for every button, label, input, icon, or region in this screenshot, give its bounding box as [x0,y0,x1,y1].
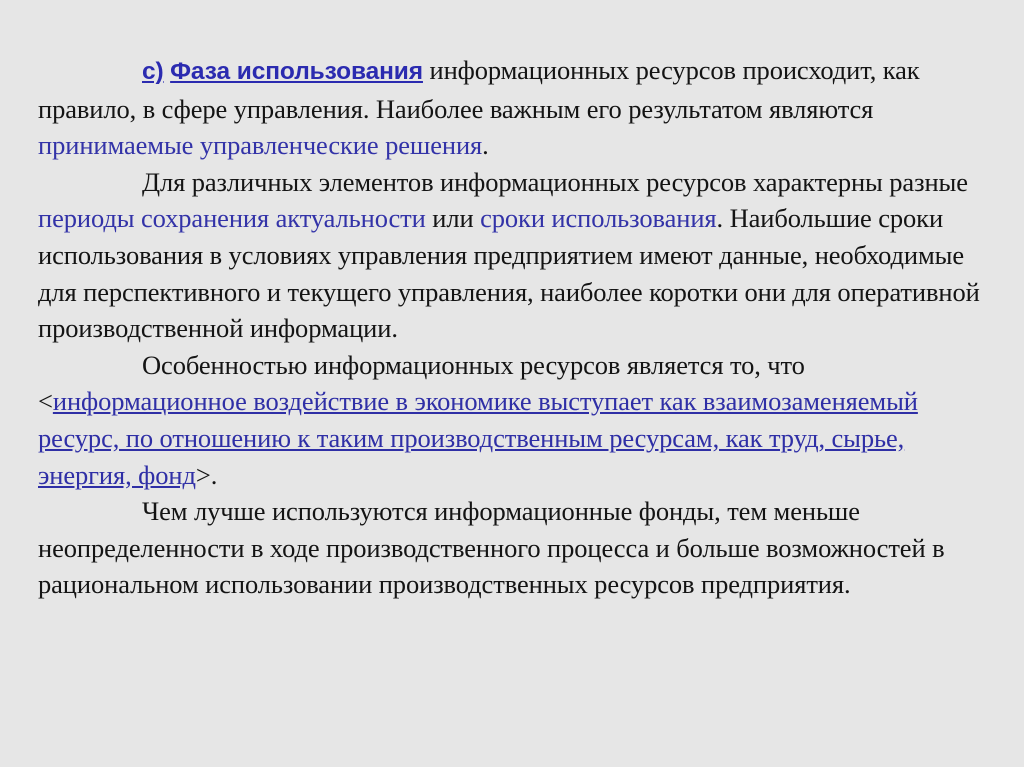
paragraph-text: Для различных элементов информационных ресурсов характерны разные [142,166,968,197]
paragraph-text: Чем лучше используются информационные фонды, тем меньше неопределенности в ходе производственного процесса и больше возможностей в рациональном использовании производственных ресурсов предприятия. [38,496,945,600]
paragraph-text: информационных ресурсов происходит, как правило, в сфере управления. Наиболее важным его результатом являются [38,55,920,124]
paragraph-text: >. [195,459,218,490]
paragraph-text: или [425,203,481,234]
paragraph-funds [38,493,998,603]
body-text [38,52,998,603]
phase-title: Фаза использования [170,58,423,85]
paragraph-feature [38,347,998,493]
paragraph-text: . Наибольшие сроки использования в условиях управления предприятием имеют данные, необходимые для перспективного и текущего управления, наиболее коротки они для оперативной производственной информации. [38,203,980,344]
paragraph-elements [38,164,998,347]
paragraph-text: . [482,130,489,161]
highlight-relevance-periods: периоды сохранения актуальности [38,203,426,234]
interchangeable-resource-link[interactable]: информационное воздействие в экономике выступает как взаимозаменяемый ресурс, по отношению к таким производственным ресурсам, как труд, сырье, энергия, фонд [38,386,918,490]
paragraph-text: Особенностью информационных ресурсов является то, что < [38,349,805,417]
item-label: с) [142,58,164,85]
highlight-usage-terms: сроки использования [480,203,717,234]
paragraph-usage-phase [38,52,998,164]
highlight-decisions: принимаемые управленческие решения [38,130,483,161]
